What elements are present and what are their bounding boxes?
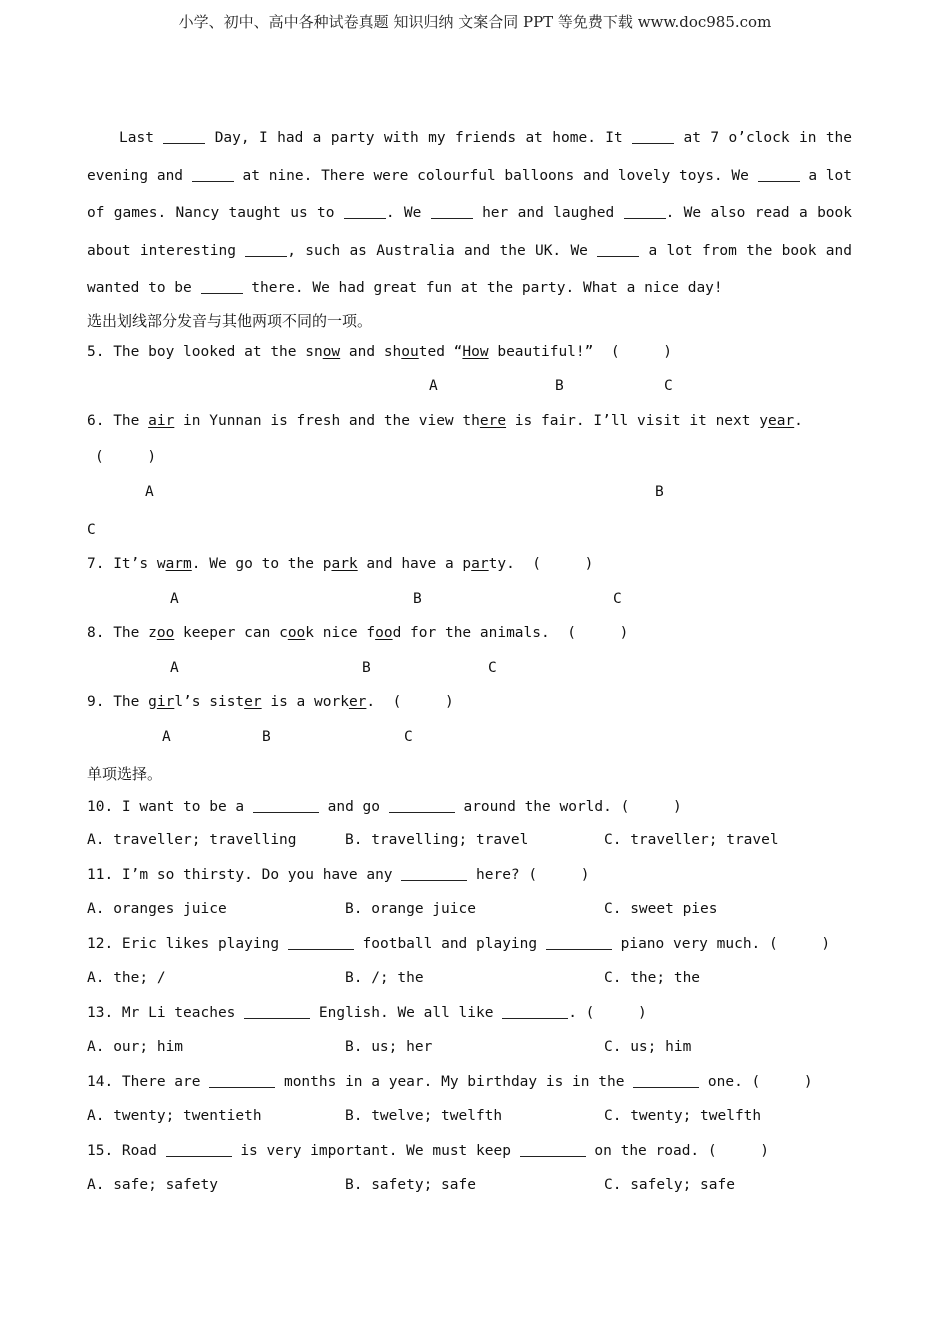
passage-text: Last: [119, 130, 154, 146]
option-b: B. orange juice: [345, 901, 476, 917]
cloze-passage: [87, 120, 852, 308]
option-a-label: A: [162, 729, 171, 745]
page-header: 小学、初中、高中各种试卷真题 知识归纳 文案合同 PPT 等免费下载 www.doc985.com: [178, 13, 772, 31]
option-b: B. safety; safe: [345, 1177, 476, 1193]
question-15: 15. Road is very important. We must keep on the road. ( ): [87, 1143, 770, 1159]
blank[interactable]: [201, 279, 243, 294]
option-c-label: C: [87, 522, 96, 538]
option-b: B. twelve; twelfth: [345, 1108, 503, 1124]
section-title-pronunciation: 选出划线部分发音与其他两项不同的一项。: [87, 312, 373, 330]
blank[interactable]: [431, 204, 473, 219]
question-12: 12. Eric likes playing football and playing piano very much. ( ): [87, 936, 831, 952]
option-a-label: A: [170, 660, 179, 676]
option-c: C. sweet pies: [604, 901, 718, 917]
passage-text: at nine. There were colourful balloons and lovely toys. We: [242, 167, 749, 184]
passage-text: there. We had great fun at the party. What a nice day!: [251, 280, 723, 296]
blank[interactable]: [502, 1004, 568, 1019]
blank[interactable]: [244, 1004, 310, 1019]
blank[interactable]: [597, 242, 639, 257]
passage-text: a lot from the book and wanted to be: [87, 242, 852, 296]
blank[interactable]: [758, 167, 800, 182]
passage-text: her and laughed: [482, 205, 615, 221]
option-c: C. safely; safe: [604, 1177, 735, 1193]
blank[interactable]: [401, 866, 467, 881]
blank[interactable]: [624, 204, 666, 219]
answer-paren[interactable]: ( ): [95, 449, 157, 465]
blank[interactable]: [288, 935, 354, 950]
blank[interactable]: [389, 798, 455, 813]
passage-text: Day, I had a party with my friends at home. It: [214, 130, 623, 146]
option-c-label: C: [613, 591, 622, 607]
option-b-label: B: [655, 484, 664, 500]
option-a: A. twenty; twentieth: [87, 1108, 262, 1124]
section-title-choice: 单项选择。: [87, 765, 163, 783]
option-b-label: B: [413, 591, 422, 607]
question-8: 8. The zoo keeper can cook nice food for the animals. ( ): [87, 625, 629, 641]
question-5: 5. The boy looked at the snow and shouted “How beautiful!” ( ): [87, 344, 672, 360]
blank[interactable]: [209, 1073, 275, 1088]
option-b-label: B: [362, 660, 371, 676]
option-a: A. oranges juice: [87, 901, 227, 917]
passage-text: a lot of games. Nancy taught us to: [87, 167, 852, 221]
option-a-label: A: [429, 378, 438, 394]
question-10: 10. I want to be a and go around the world. ( ): [87, 799, 682, 815]
blank[interactable]: [166, 1142, 232, 1157]
option-a: A. safe; safety: [87, 1177, 218, 1193]
option-b-label: B: [555, 378, 564, 394]
blank[interactable]: [633, 1073, 699, 1088]
option-c: C. the; the: [604, 970, 701, 986]
option-b: B. travelling; travel: [345, 832, 529, 848]
blank[interactable]: [253, 798, 319, 813]
blank[interactable]: [546, 935, 612, 950]
passage-text: at 7 o’clock in the evening and: [87, 130, 853, 184]
option-a: A. our; him: [87, 1039, 184, 1055]
blank[interactable]: [163, 129, 205, 144]
passage-text: , such as Australia and the UK. We: [287, 242, 588, 259]
blank[interactable]: [520, 1142, 586, 1157]
option-a-label: A: [170, 591, 179, 607]
option-a-label: A: [145, 484, 154, 500]
option-c-label: C: [404, 729, 413, 745]
question-13: 13. Mr Li teaches English. We all like . ( ): [87, 1005, 647, 1021]
option-c: C. us; him: [604, 1039, 692, 1055]
option-c: C. traveller; travel: [604, 832, 779, 848]
blank[interactable]: [344, 204, 386, 219]
question-11: 11. I’m so thirsty. Do you have any here? ( ): [87, 867, 590, 883]
option-a: A. the; /: [87, 970, 166, 986]
question-14: 14. There are months in a year. My birthday is in the one. ( ): [87, 1074, 813, 1090]
blank[interactable]: [245, 242, 287, 257]
question-9: 9. The girl’s sister is a worker. ( ): [87, 694, 454, 710]
option-c-label: C: [664, 378, 673, 394]
passage-text: . We: [385, 205, 422, 221]
blank[interactable]: [632, 129, 674, 144]
option-a: A. traveller; travelling: [87, 832, 297, 848]
option-b: B. /; the: [345, 970, 424, 986]
option-c-label: C: [488, 660, 497, 676]
blank[interactable]: [192, 167, 234, 182]
option-b: B. us; her: [345, 1039, 433, 1055]
passage-text: . We also read a book about interesting: [87, 205, 852, 259]
option-b-label: B: [262, 729, 271, 745]
question-6: 6. The air in Yunnan is fresh and the view there is fair. I’ll visit it next year.: [87, 413, 803, 429]
question-7: 7. It’s warm. We go to the park and have a party. ( ): [87, 556, 594, 572]
option-c: C. twenty; twelfth: [604, 1108, 762, 1124]
